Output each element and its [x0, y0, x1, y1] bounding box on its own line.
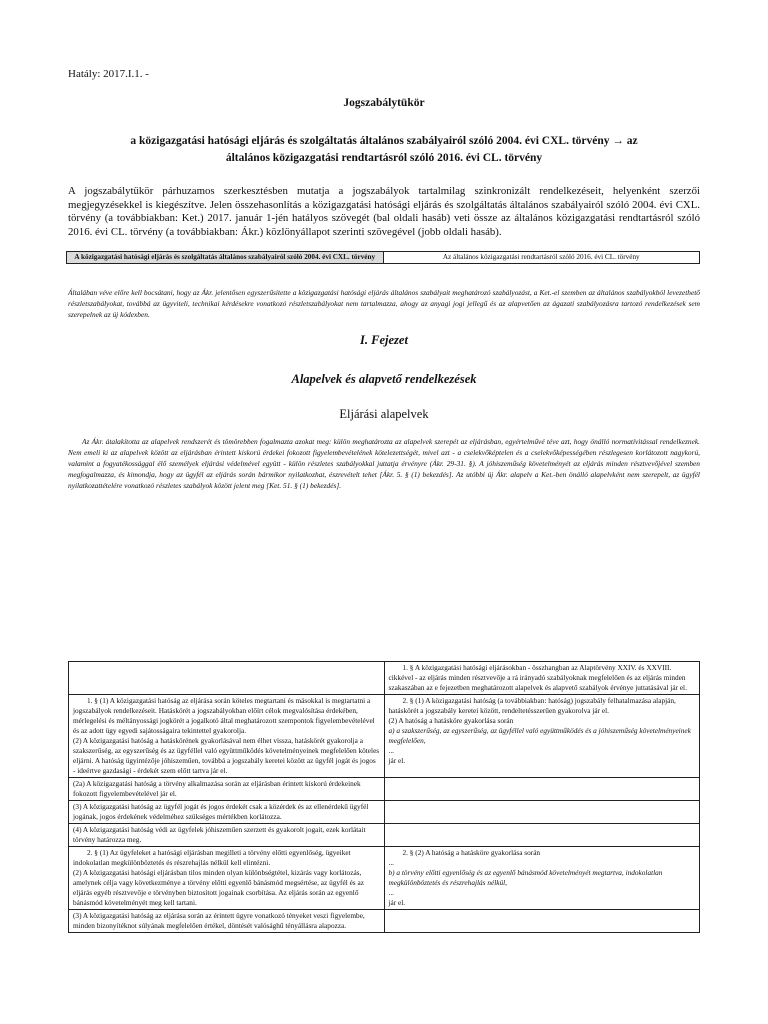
- provision-paragraph: (2a) A közigazgatási hatóság a törvény alkalmazása során az eljárásban érintett kiskorú érdekeinek fokozott figyelembevételével jár el.: [73, 779, 361, 798]
- effective-date: Hatály: 2017.I.1. -: [68, 68, 149, 80]
- left-provision-cell: [69, 695, 385, 778]
- provision-paragraph: 1. § A közigazgatási hatósági eljárásokban - összhangban az Alaptörvény XXIV. és XXVIII. cikkével - az eljárás minden résztvevője a rá irányadó szabályoknak megfelelően és az eljárás minden szakaszában az e fejezetben meghatározott alapelvek és alapvető szabályok érvénye juttatásával jár el.: [388, 663, 687, 692]
- provision-row: [69, 910, 700, 933]
- right-provision-cell: [384, 801, 700, 824]
- provision-row: [69, 662, 700, 695]
- chapter-title: Alapelvek és alapvető rendelkezések: [291, 372, 477, 386]
- provision-paragraph: (3) A közigazgatási hatóság az eljárása során az érintett ügyre vonatkozó tényeket veszi figyelembe, minden bizonyítéknot súlyának megfelelően értékel, döntését valósághű tényállásra alapozza.: [73, 911, 365, 930]
- right-provision-cell: [384, 847, 700, 910]
- section-heading: Eljárási alapelvek: [339, 407, 429, 421]
- provision-row: [69, 801, 700, 824]
- subtitle-line-1: a közigazgatási hatósági eljárás és szolgáltatás általános szabályairól szóló 2004. évi CXL. törvény → az: [130, 135, 638, 147]
- document-subtitle: [70, 133, 698, 167]
- provisions-table: [68, 661, 700, 933]
- left-provision-cell: [69, 801, 385, 824]
- provision-paragraph: (2) A közigazgatási hatósági eljárásban tilos minden olyan különbségtétel, kizárás vagy korlátozás, amelynek célja vagy következménye a törvény előtti egyenlő bánásmód megsértése, az ügyfél és az eljárás egyéb résztvevője e törvényben biztosított jogainak csorbítása. Az eljárás során az egyenlő bánásmód követelményét meg kell tartani.: [73, 868, 364, 907]
- chapter-heading: I. Fejezet: [360, 333, 408, 347]
- provision-paragraph: b) a törvény előtti egyenlőség és az egyenlő bánásmód követelményét megtartva, indokolatlan megkülönböztetés és részrehajlás nélkül,: [388, 868, 663, 887]
- provision-row: [69, 824, 700, 847]
- right-provision-cell: [384, 824, 700, 847]
- provision-paragraph: a) a szakszerűség, az egyszerűség, az ügyféllel való együttműködés és a jóhiszeműség követelményeinek megfelelően,: [388, 726, 691, 745]
- provision-paragraph: 2. § (1) A közigazgatási hatóság (a továbbiakban: hatóság) jogszabály felhatalmazása alapján, hatáskörét a jogszabály keretei között, rendeltetésszerűen gyakorolva jár el.: [388, 696, 676, 715]
- provision-paragraph: jár el.: [388, 898, 406, 907]
- left-provision-cell: [69, 910, 385, 933]
- general-note: Általában véve előre kell bocsátani, hogy az Ákr. jelentősen egyszerűsítette a közigazgatási hatósági eljárás általános szabályait meghatározó szabályozást, a Ket.-el szemben az általános szabályokból levezethető részletszabályokat, továbbá az ügyviteli, technikai kérdésekre vonatkozó részletszabályokat nem tartalmazza, ahogy az anyagi jogi jellegű és az alapvetően az ágazati szabályozásra tartozó rendelkezések sem szerepelnek az új kódexben.: [68, 288, 700, 319]
- document-title: Jogszabálytükör: [343, 97, 425, 109]
- provision-paragraph: 2. § (1) Az ügyfeleket a hatósági eljárásban megilleti a törvény előtti egyenlőség, ügyeiket indokolatlan megkülönböztetés és részrehajlás nélkül kell elintézni.: [73, 848, 351, 867]
- provision-row: [69, 695, 700, 778]
- right-law-title: Az általános közigazgatási rendtartásról szóló 2016. évi CL. törvény: [383, 252, 700, 264]
- provision-paragraph: (3) A közigazgatási hatóság az ügyfél jogát és jogos érdekét csak a közérdek és az ellenérdekű ügyfél jogának, jogos érdekének védelméhez szükséges mértékben korlátozza.: [73, 802, 369, 821]
- left-law-title: A közigazgatási hatósági eljárás és szolgáltatás általános szabályairól szóló 2004. évi CXL. törvény: [67, 252, 384, 264]
- comparison-header-table: [66, 251, 700, 264]
- provision-paragraph: (4) A közigazgatási hatóság védi az ügyfelek jóhiszeműen szerzett és gyakorolt jogait, ezek korlátait törvény határozza meg.: [73, 825, 366, 844]
- provision-paragraph: jár el.: [388, 756, 406, 765]
- provision-row: [69, 778, 700, 801]
- provision-paragraph: (2) A közigazgatási hatóság a hatáskörének gyakorlásával nem élhet vissza, hatáskörét gyakorolja a szakszerűség, az egyszerűség és az ügyféllel való együttműködés követelményeinek megfelelően köteles eljárni. A hatóság ügyintézője jóhiszeműen, továbbá a jogszabály keretei között az ügyfél jogát és jogos - ideértve gazdasági - érdekét szem előtt tartva jár el.: [73, 736, 380, 775]
- provision-paragraph: ...: [388, 746, 394, 755]
- left-provision-cell: [69, 847, 385, 910]
- right-provision-cell: [384, 910, 700, 933]
- provision-paragraph: 1. § (1) A közigazgatási hatóság az eljárása során köteles megtartani és másokkal is megtartatni a jogszabályok rendelkezéseit. Hatáskörét a jogszabályokban előírt célok megvalósítása érdekében, mérlegelési és méltányossági jogkörét a jogalkotó által meghatározott szempontok figyelembevételével és az adott ügy egyedi sajátosságaira tekintettel gyakorolja.: [73, 696, 375, 735]
- left-provision-cell: [69, 662, 385, 695]
- provision-paragraph: 2. § (2) A hatóság a hatásköre gyakorlása során: [402, 848, 541, 857]
- subtitle-line-2: általános közigazgatási rendtartásról szóló 2016. évi CL. törvény: [225, 152, 543, 164]
- comparison-header-row: [67, 252, 700, 264]
- provision-paragraph: ...: [388, 888, 394, 897]
- right-provision-cell: [384, 695, 700, 778]
- right-provision-cell: [384, 778, 700, 801]
- intro-paragraph: A jogszabálytükör párhuzamos szerkesztésben mutatja a jogszabályok tartalmilag szinkronizált rendelkezéseit, helyenként szerzői megjegyzésekkel is kiegészítve. Jelen összehasonlítás a közigazgatási hatósági eljárás és szolgáltatás általános szabályairól szóló 2004. évi CXL. törvény (a továbbiakban: Ket.) 2017. január 1-jén hatályos szövegét (bal oldali hasáb) veti össze az általános közigazgatási rendtartásról szóló 2016. évi CL. törvény (a továbbiakban: Ákr.) közlönyállapot szerinti szövegével (jobb oldali hasáb).: [68, 185, 700, 238]
- right-provision-cell: [384, 662, 700, 695]
- provision-paragraph: ...: [388, 858, 394, 867]
- principles-note: Az Ákr. átalakította az alapelvek rendszerét és tömörebben fogalmazta azokat meg: külön meghatározta az alapelvek szerepét az eljárásban, egyértelművé téve azt, hogy önálló normatívitással rendelkeznek. Nem emeli ki az alapelvek között az eljárásban érintett kiskorú érdekei fokozott figyelembevételének kötelezettségét, mivel azt - a cselekvőképtelen és a cselekvőképességében részlegesen korlátozott nagykorú, valamint a fogyatékossággal élő személyek eljárási védelmével együtt - külön részletes szabályokkal juttatja érvényre (Ákr. 29-31. §). A jóhiszeműség követelményét az eljárás minden résztvevőjével szemben megfogalmazza, és kimondja, hogy az ügyfél az eljárás során bármikor nyilatkozhat, észrevételt tehet [Ákr. 5. § (1) bekezdés]. Az utóbbi új Ákr. alapelv a Ket.-ben önálló alapelvként nem szerepelt, az ügyfél nyilatkozattételére vonatkozó részletes szabályok között jelent meg [Ket. 51. § (1) bekezdés].: [68, 437, 700, 490]
- provision-row: [69, 847, 700, 910]
- left-provision-cell: [69, 824, 385, 847]
- provision-paragraph: (2) A hatóság a hatásköre gyakorlása során: [388, 716, 514, 725]
- left-provision-cell: [69, 778, 385, 801]
